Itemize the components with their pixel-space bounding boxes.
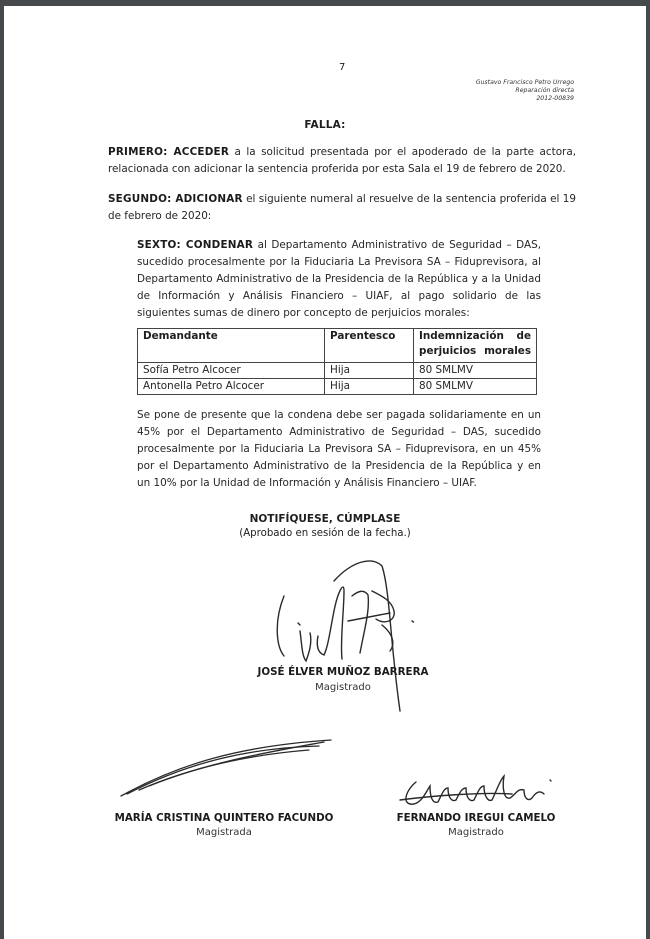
cell-demandante: Antonella Petro Alcocer <box>138 379 325 395</box>
case-reference <box>476 79 574 103</box>
header-demandante: Demandante <box>138 329 325 363</box>
primero-text: a la solicitud presentada por el apoderado de la parte actora, relacionada con adicionar la sentencia proferida por esta Sala el 19 de febrero de 2020. <box>108 146 577 175</box>
case-type: Reparación directa <box>515 87 574 94</box>
cell-demandante: Sofía Petro Alcocer <box>138 363 325 379</box>
page-number: 7 <box>339 62 346 73</box>
segundo-text: el siguiente numeral al resuelve de la sentencia proferida el 19 de febrero de 2020: <box>108 193 576 222</box>
signature-iregui-icon <box>400 772 560 812</box>
signatory-role: Magistrado <box>448 827 504 838</box>
notify-heading: NOTIFÍQUESE, CÚMPLASE <box>249 513 401 525</box>
signatory-name: FERNANDO IREGUI CAMELO <box>396 812 556 824</box>
document-page <box>4 6 646 939</box>
cell-indemnizacion: 80 SMLMV <box>414 379 537 395</box>
paragraph-sexto <box>137 237 541 322</box>
paragraph-primero <box>108 144 576 178</box>
approved-note: (Aprobado en sesión de la fecha.) <box>239 528 411 539</box>
signatory-name: JOSÉ ÉLVER MUÑOZ BARRERA <box>257 666 429 678</box>
damages-table <box>137 328 537 395</box>
primero-label: PRIMERO: ACCEDER <box>108 146 230 158</box>
case-number: 2012-00839 <box>536 95 574 102</box>
table-row <box>138 379 537 395</box>
section-title: FALLA: <box>304 119 346 131</box>
case-party: Gustavo Francisco Petro Urrego <box>475 79 574 86</box>
signatory-role: Magistrada <box>196 827 252 838</box>
segundo-label: SEGUNDO: ADICIONAR <box>108 193 243 205</box>
sexto-label: SEXTO: CONDENAR <box>137 239 254 251</box>
table-header-row <box>138 329 537 363</box>
signatory-name: MARÍA CRISTINA QUINTERO FACUNDO <box>114 812 334 824</box>
cell-indemnizacion: 80 SMLMV <box>414 363 537 379</box>
paragraph-segundo <box>108 191 576 225</box>
header-parentesco: Parentesco <box>325 329 414 363</box>
cell-parentesco: Hija <box>325 379 414 395</box>
signatory-role: Magistrado <box>315 682 371 693</box>
sexto-text: al Departamento Administrativo de Seguridad – DAS, sucedido procesalmente por la Fiduciaria La Previsora SA – Fiduprevisora, al Departamento Administrativo de la Presidencia de la República y a la Unidad de Información y Análisis Financiero – UIAF, al pago solidario de las siguientes sumas de dinero por concepto de perjuicios morales: <box>137 239 541 319</box>
table-row <box>138 363 537 379</box>
cell-parentesco: Hija <box>325 363 414 379</box>
signature-quintero-icon <box>119 734 339 804</box>
paragraph-nota: Se pone de presente que la condena debe ser pagada solidariamente en un 45% por el Departamento Administrativo de Seguridad – DAS, sucedido procesalmente por la Fiduciaria La Previsora SA – Fiduprevisora, en un 45% por el Departamento Administrativo de la Presidencia de la República y en un 10% por la Unidad de Información y Análisis Financiero – UIAF. <box>137 409 541 489</box>
header-indemnizacion: Indemnización de perjuicios morales <box>414 329 537 363</box>
